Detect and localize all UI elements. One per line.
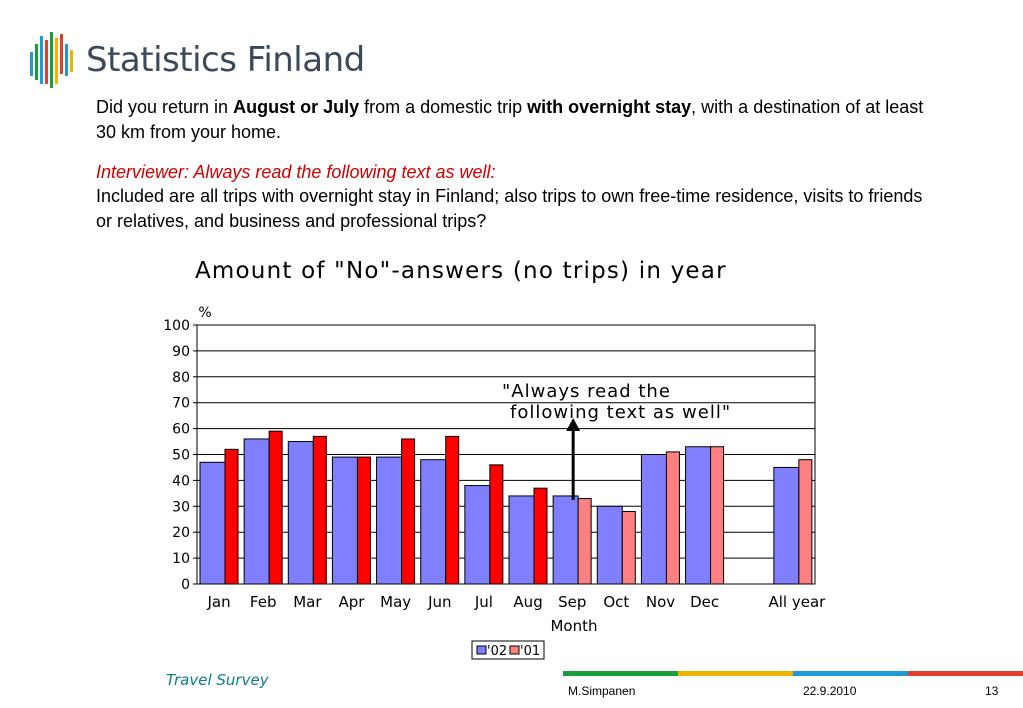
bar-series-01	[799, 460, 812, 584]
bar-series-02	[509, 496, 534, 584]
interviewer-note: Interviewer: Always read the following text as well:	[96, 162, 496, 182]
footer-date: 22.9.2010	[803, 684, 857, 698]
included-text: Included are all trips with overnight stay in Finland; also trips to own free-time residence, visits to friends or relatives, and business and professional trips?	[96, 186, 923, 231]
footer-color-bar	[563, 671, 1023, 676]
question-part-2: from a domestic trip	[359, 97, 528, 117]
x-tick-label: Sep	[558, 593, 587, 611]
bar-series-02	[421, 460, 446, 584]
footer-page-number: 13	[985, 684, 999, 698]
x-tick-label: Apr	[338, 593, 365, 611]
question-part-1: Did you return in	[96, 97, 234, 117]
y-tick-label: 20	[172, 525, 190, 542]
y-tick-label: 70	[172, 395, 190, 412]
x-tick-label: Jun	[428, 593, 452, 611]
y-axis-label: %	[198, 305, 212, 321]
bar-series-02	[200, 462, 225, 584]
bar-series-02	[465, 486, 490, 584]
y-tick-label: 10	[172, 551, 190, 568]
y-tick-label: 0	[181, 577, 190, 593]
footer-author: M.Simpanen	[568, 684, 636, 698]
bar-series-02	[597, 506, 622, 584]
bar-series-01	[666, 452, 679, 584]
annotation-text: "Always read the	[502, 381, 671, 402]
bar-series-01	[711, 447, 724, 584]
bar-series-01	[269, 431, 282, 584]
y-tick-label: 40	[172, 473, 190, 490]
x-axis-label: Month	[550, 617, 598, 635]
y-tick-label: 80	[172, 369, 190, 386]
legend-label: '02	[487, 644, 508, 659]
bar-series-02	[244, 439, 269, 584]
x-tick-label: Jul	[474, 593, 493, 611]
bar-series-02	[553, 496, 578, 584]
footer-bar-segment	[563, 671, 678, 676]
legend-swatch	[510, 646, 519, 654]
x-tick-label: Oct	[603, 593, 630, 611]
bar-series-01	[402, 439, 415, 584]
y-tick-label: 100	[163, 318, 190, 334]
bar-series-01	[622, 511, 635, 584]
question-bold-2: with overnight stay	[527, 97, 692, 117]
bar-series-02	[774, 467, 799, 584]
x-tick-label: All year	[768, 593, 826, 611]
x-tick-label: Aug	[513, 593, 543, 611]
question-bold-1: August or July	[233, 97, 360, 117]
y-tick-label: 60	[172, 421, 190, 438]
footer-bar-segment	[678, 671, 793, 676]
legend-swatch	[477, 646, 486, 654]
x-tick-label: Mar	[293, 593, 322, 611]
bar-series-01	[578, 499, 591, 584]
bar-series-02	[686, 447, 711, 584]
bar-series-01	[225, 449, 238, 584]
statistics-finland-logo	[28, 30, 365, 92]
y-tick-label: 90	[172, 343, 190, 360]
legend-label: '01	[520, 644, 541, 659]
x-tick-label: Dec	[690, 593, 720, 611]
bar-series-02	[377, 457, 402, 584]
footer-bar-segment	[908, 671, 1023, 676]
y-tick-label: 50	[172, 447, 190, 464]
y-tick-label: 30	[172, 499, 190, 516]
x-tick-label: May	[380, 593, 412, 611]
bar-series-01	[313, 436, 326, 584]
logo-bars-icon	[28, 30, 78, 90]
chart-title: Amount of "No"-answers (no trips) in year	[195, 258, 727, 284]
bar-series-02	[641, 455, 666, 585]
bar-series-01	[534, 488, 547, 584]
bar-series-02	[288, 442, 313, 584]
bar-series-02	[332, 457, 357, 584]
brand-name: Statistics Finland	[86, 40, 365, 80]
question-part-3: , with a destination of at least 30 km from your home.	[96, 97, 924, 142]
bar-chart	[140, 300, 860, 665]
footer-bar-segment	[793, 671, 908, 676]
bar-series-01	[446, 436, 459, 584]
annotation-text: following text as well"	[510, 402, 732, 423]
survey-question	[96, 95, 936, 145]
bar-series-01	[357, 457, 370, 584]
x-tick-label: Jan	[207, 593, 231, 611]
x-tick-label: Feb	[249, 593, 277, 611]
bar-series-01	[490, 465, 503, 584]
x-tick-label: Nov	[645, 593, 676, 611]
footer-survey-name: Travel Survey	[166, 671, 269, 689]
